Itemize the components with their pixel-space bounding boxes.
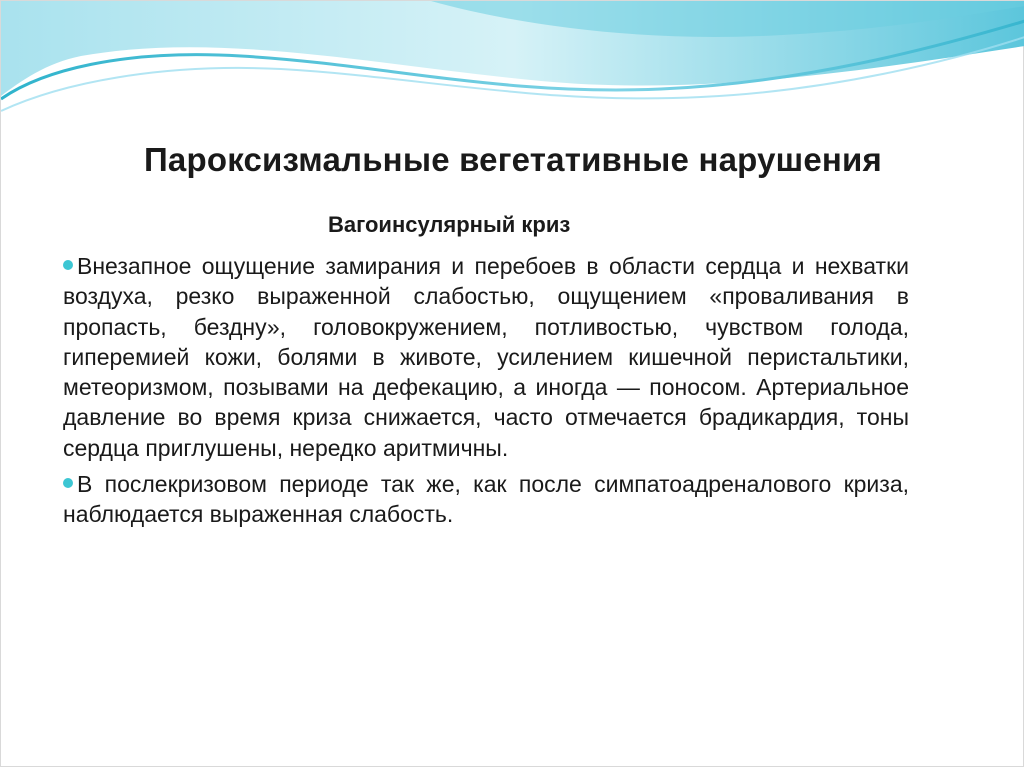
bullet-item — [63, 251, 909, 463]
wave-header-decoration — [1, 1, 1024, 121]
bullet-list — [63, 251, 909, 536]
slide-title: Пароксизмальные вегетативные нарушения — [144, 141, 882, 178]
bullet-text: В послекризовом периоде так же, как после симпатоадреналового криза, наблюдается выраженная слабость. — [63, 471, 909, 528]
bullet-item — [63, 469, 909, 530]
bullet-text: Внезапное ощущение замирания и перебоев в области сердца и нехватки воздуха, резко выраженной слабостью, ощущением «проваливания в пропасть, бездну», головокружением, потливостью, чувством голода, гиперемией кожи, болями в животе, усилением кишечной перистальтики, метеоризмом, позывами на дефекацию, а иногда — поносом. Артериальное давление во время криза снижается, часто отмечается брадикардия, тоны сердца приглушены, нередко аритмичны. — [63, 253, 909, 461]
bullet-dot-icon — [63, 260, 73, 270]
slide-subtitle: Вагоинсулярный криз — [328, 212, 571, 237]
